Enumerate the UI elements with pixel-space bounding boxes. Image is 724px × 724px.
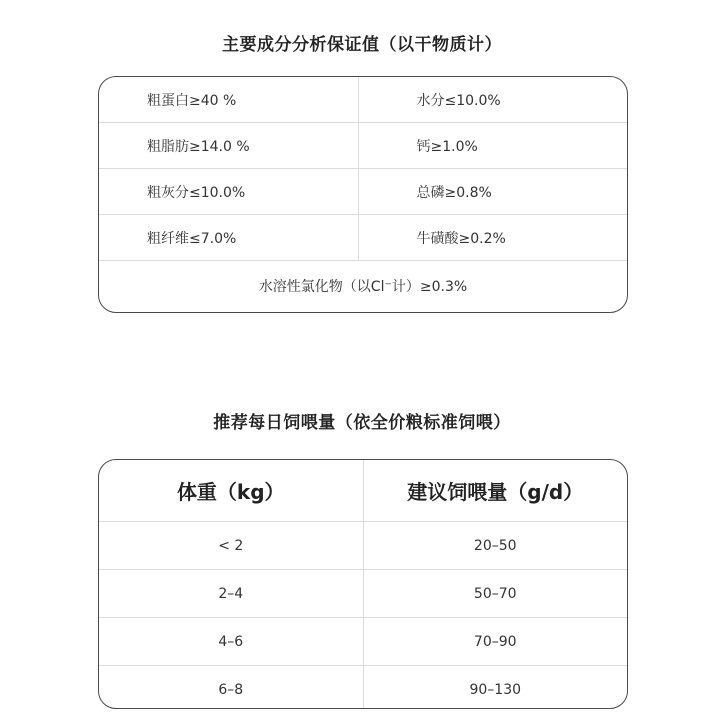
column-header-amount: 建议饲喂量（g/d） bbox=[407, 480, 584, 504]
table-cell: 70–90 bbox=[473, 633, 517, 650]
table-cell: 粗纤维≤7.0% bbox=[99, 215, 359, 260]
table-cell: 水溶性氯化物（以Cl⁻计）≥0.3% bbox=[258, 278, 468, 295]
feeding-title: 推荐每日饲喂量（依全价粮标准饲喂） bbox=[213, 413, 511, 433]
table-row bbox=[99, 215, 627, 261]
table-cell: 2–4 bbox=[99, 570, 364, 617]
table-row bbox=[99, 169, 627, 215]
table-row bbox=[99, 666, 627, 709]
table-cell: 粗脂肪≥14.0 % bbox=[99, 123, 359, 168]
guarantee-table bbox=[98, 76, 628, 313]
table-row bbox=[99, 570, 627, 618]
table-row bbox=[99, 261, 627, 310]
guarantee-title: 主要成分分析保证值（以干物质计） bbox=[222, 35, 502, 55]
table-cell: 6–8 bbox=[99, 666, 364, 709]
table-cell: 水分≤10.0% bbox=[416, 92, 501, 109]
table-cell: 牛磺酸≥0.2% bbox=[416, 230, 506, 247]
table-cell: 20–50 bbox=[473, 537, 517, 554]
table-header-row bbox=[99, 460, 627, 522]
table-cell: 4–6 bbox=[99, 618, 364, 665]
column-header-weight: 体重（kg） bbox=[99, 460, 364, 521]
table-row bbox=[99, 522, 627, 570]
table-cell: 钙≥1.0% bbox=[416, 138, 478, 155]
table-cell: 总磷≥0.8% bbox=[416, 184, 492, 201]
table-cell: 50–70 bbox=[473, 585, 517, 602]
table-cell: < 2 bbox=[99, 522, 364, 569]
feeding-table bbox=[98, 459, 628, 709]
table-cell: 90–130 bbox=[469, 682, 522, 698]
table-row bbox=[99, 77, 627, 123]
table-row bbox=[99, 618, 627, 666]
table-cell: 粗灰分≤10.0% bbox=[99, 169, 359, 214]
table-cell: 粗蛋白≥40 % bbox=[99, 77, 359, 122]
table-row bbox=[99, 123, 627, 169]
